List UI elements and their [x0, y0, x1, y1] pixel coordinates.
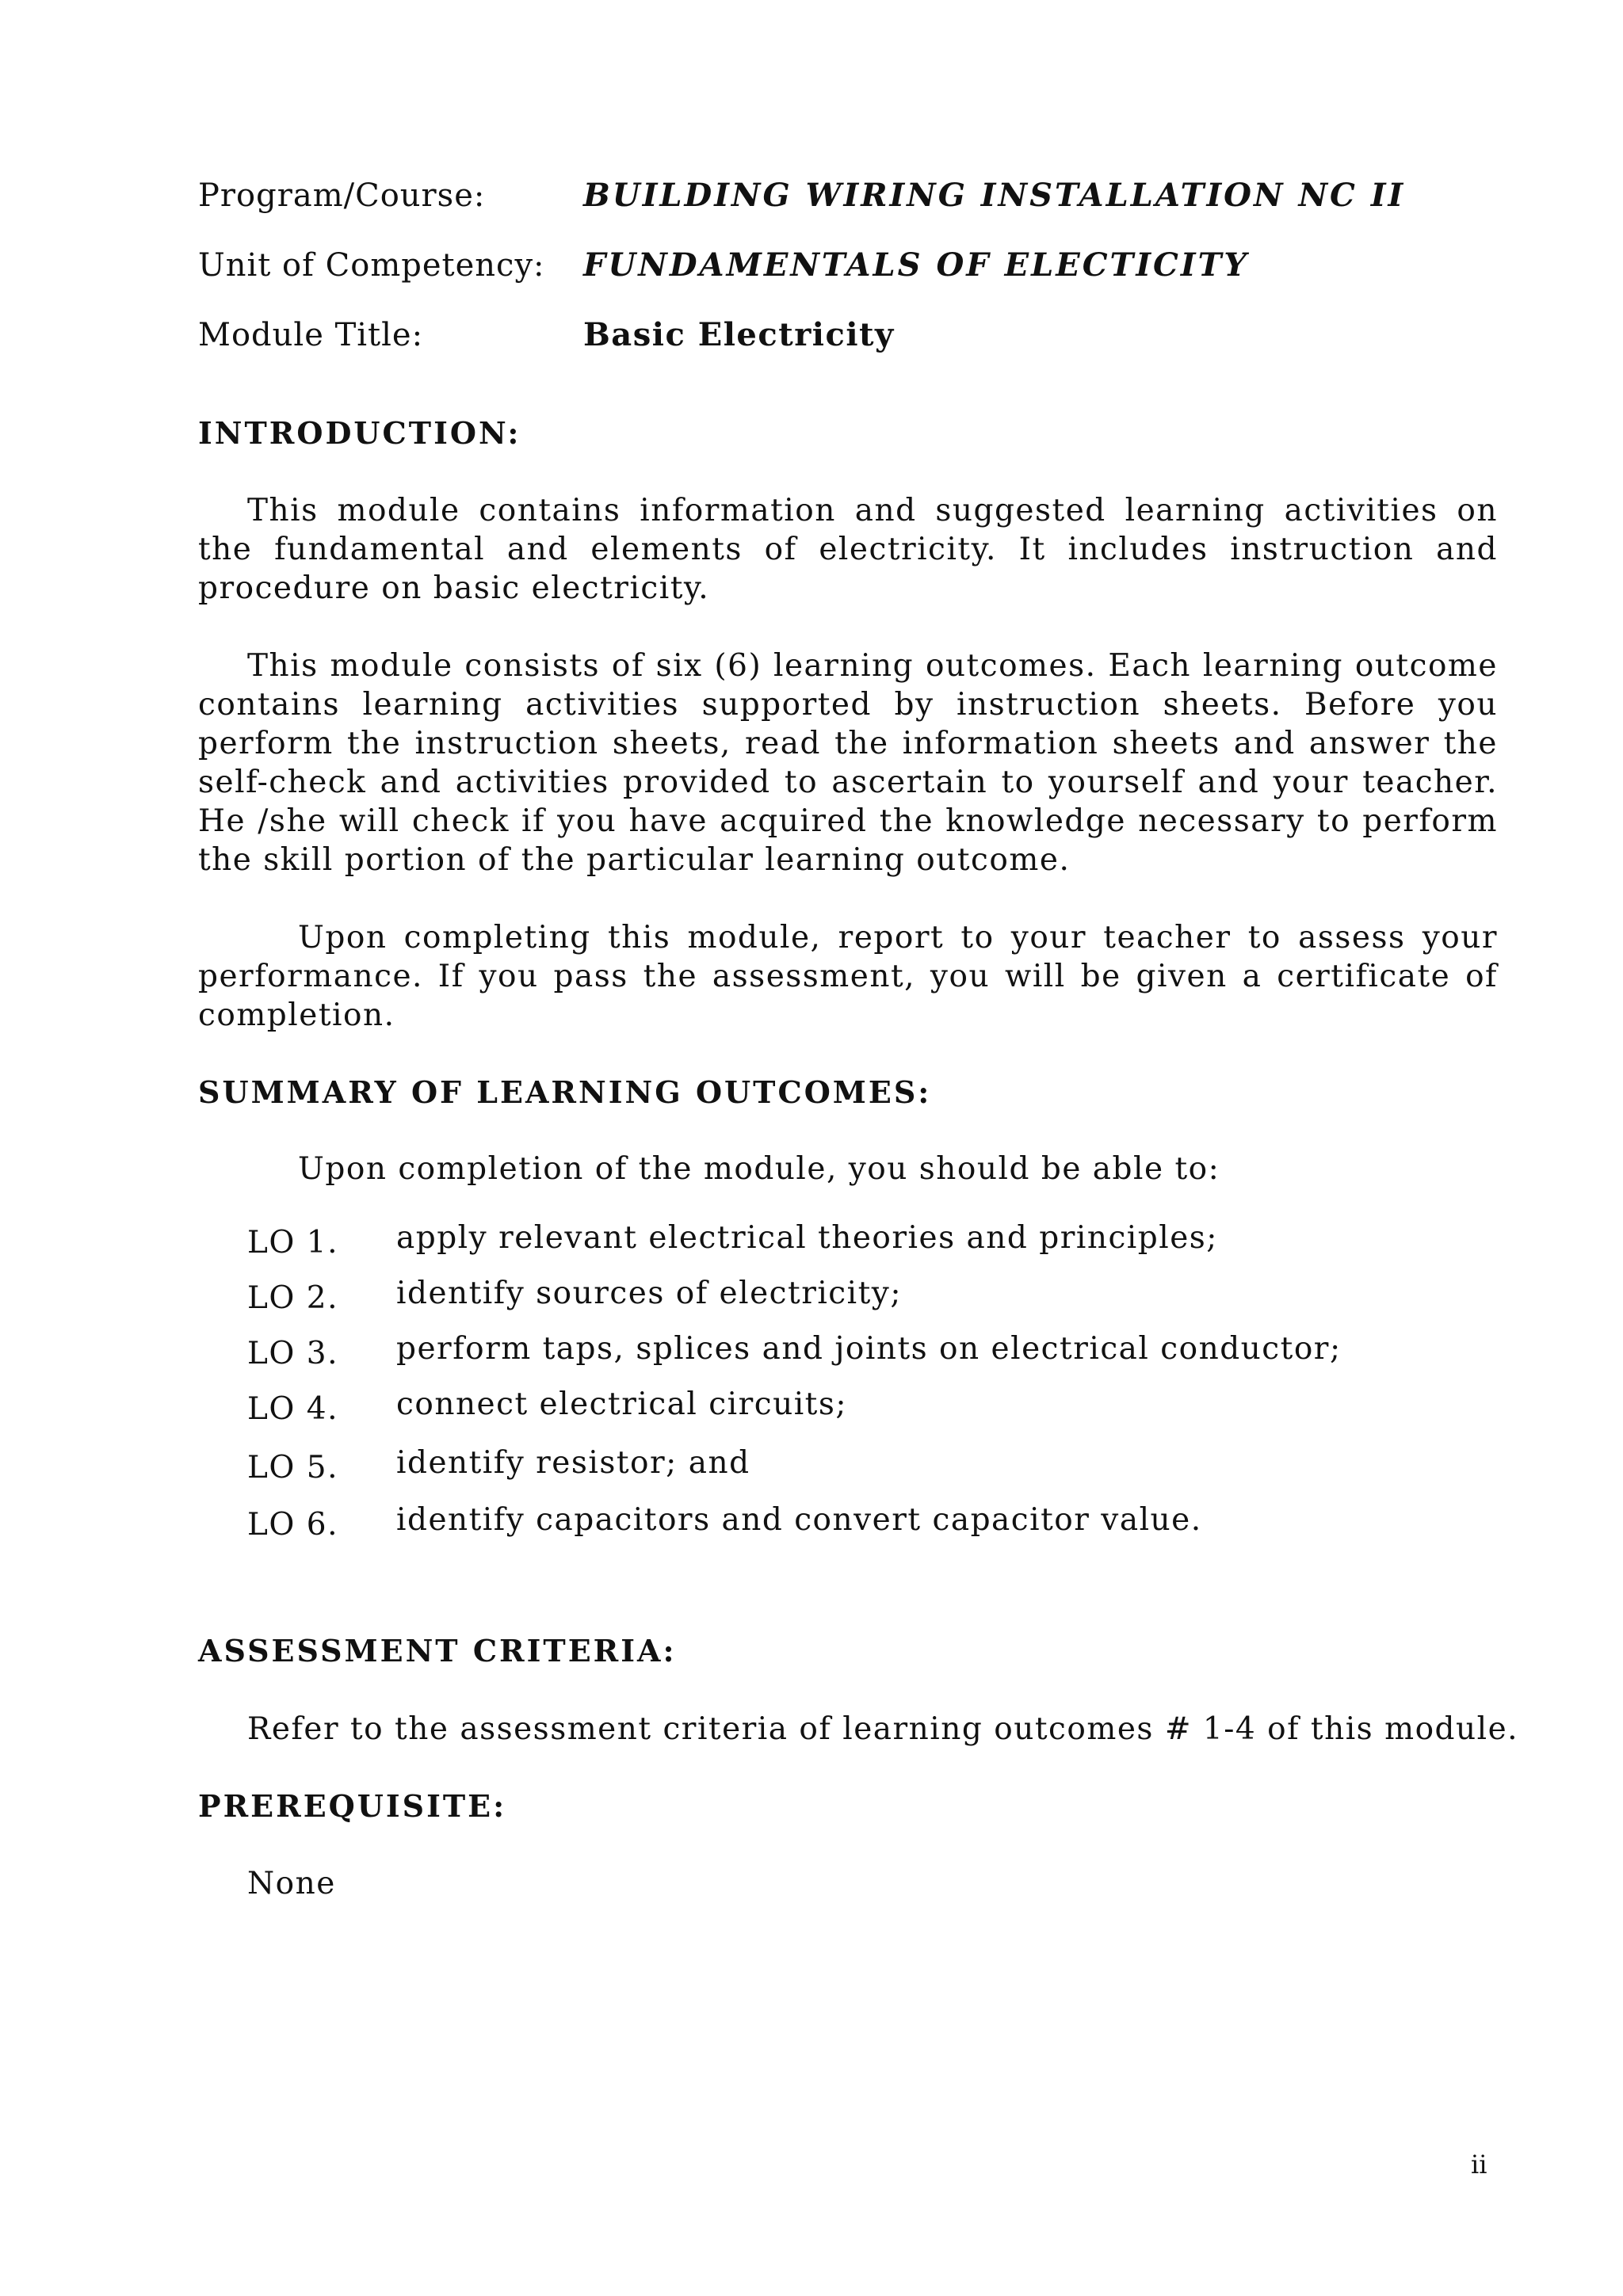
- program-course-label: Program/Course:: [198, 177, 486, 214]
- introduction-paragraph-1: This module contains information and suggested learning activities on the fundamental and elements of electricity. It includes instruction and procedure on basic electricity.: [198, 493, 1498, 606]
- program-course-value: BUILDING WIRING INSTALLATION NC II: [583, 177, 1406, 214]
- learning-outcome-code: LO 4.: [247, 1391, 338, 1427]
- learning-outcome-text: identify sources of electricity;: [396, 1276, 902, 1311]
- assessment-criteria-heading: ASSESSMENT CRITERIA:: [198, 1633, 677, 1669]
- module-title-value: Basic Electricity: [583, 316, 895, 353]
- unit-of-competency-label: Unit of Competency:: [198, 247, 545, 284]
- learning-outcome-text: apply relevant electrical theories and principles;: [396, 1220, 1218, 1256]
- unit-of-competency-value: FUNDAMENTALS OF ELECTICITY: [583, 246, 1249, 284]
- learning-outcome-text: perform taps, splices and joints on electrical conductor;: [396, 1331, 1342, 1367]
- learning-outcome-code: LO 6.: [247, 1507, 338, 1543]
- introduction-heading: INTRODUCTION:: [198, 415, 521, 451]
- learning-outcome-text: connect electrical circuits;: [396, 1386, 847, 1422]
- introduction-paragraph-2: This module consists of six (6) learning outcomes. Each learning outcome contains learning activities supported by instruction sheets. Before you perform the instruction sheets, read the information sheets and answer the self-check and activities provided to ascertain to yourself and your teacher. He /she will check if you have acquired the knowledge necessary to perform the skill portion of the particular learning outcome.: [198, 648, 1498, 878]
- learning-outcome-code: LO 1.: [247, 1225, 338, 1261]
- prerequisite-heading: PREREQUISITE:: [198, 1788, 507, 1824]
- assessment-criteria-text: Refer to the assessment criteria of learning outcomes # 1-4 of this module.: [247, 1711, 1519, 1747]
- learning-outcome-text: identify capacitors and convert capacitor value.: [396, 1502, 1202, 1538]
- page-number: ii: [1471, 2149, 1487, 2180]
- module-title-label: Module Title:: [198, 317, 424, 353]
- summary-lead: Upon completion of the module, you should be able to:: [298, 1151, 1220, 1187]
- learning-outcome-code: LO 5.: [247, 1450, 338, 1486]
- learning-outcome-code: LO 2.: [247, 1280, 338, 1316]
- prerequisite-text: None: [247, 1866, 336, 1901]
- introduction-paragraph-3: Upon completing this module, report to your teacher to assess your performance. If you pass the assessment, you will be given a certificate of completion.: [198, 920, 1498, 1033]
- learning-outcome-text: identify resistor; and: [396, 1445, 750, 1481]
- summary-heading: SUMMARY OF LEARNING OUTCOMES:: [198, 1074, 932, 1110]
- learning-outcome-code: LO 3.: [247, 1336, 338, 1371]
